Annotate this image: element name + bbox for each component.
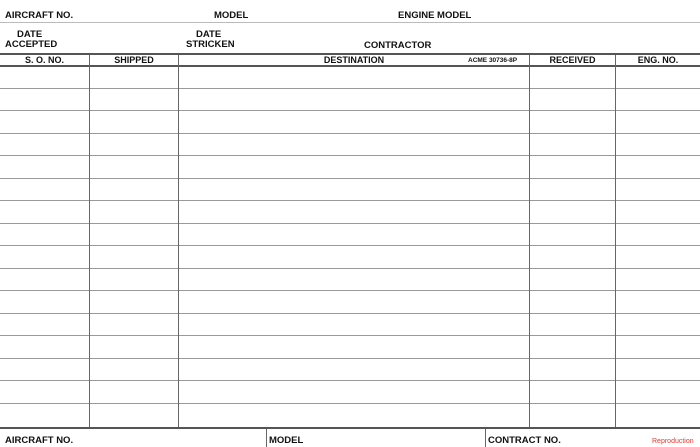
model-label: MODEL <box>214 10 249 21</box>
received-cell[interactable] <box>530 134 615 156</box>
shipped-cell[interactable] <box>90 179 178 201</box>
received-cell[interactable] <box>530 179 615 201</box>
form-code: ACME 30736-8P <box>468 57 518 64</box>
received-cell[interactable] <box>530 269 615 291</box>
shipped-cell[interactable] <box>90 224 178 246</box>
so-no-cell[interactable] <box>0 269 89 291</box>
destination-cell[interactable] <box>179 111 529 133</box>
so-no-cell[interactable] <box>0 246 89 268</box>
eng-no-cell[interactable] <box>616 89 700 111</box>
shipped-cell[interactable] <box>90 201 178 223</box>
shipped-cell[interactable] <box>90 381 178 403</box>
table-row <box>0 404 700 427</box>
column-header-so-no: S. O. NO. <box>24 55 64 65</box>
so-no-cell[interactable] <box>0 336 89 358</box>
footer-divider <box>485 429 486 447</box>
eng-no-cell[interactable] <box>616 291 700 313</box>
date-stricken-label-line2: STRICKEN <box>186 39 235 50</box>
table-row <box>0 314 700 337</box>
destination-cell[interactable] <box>179 314 529 336</box>
shipped-cell[interactable] <box>90 404 178 427</box>
so-no-cell[interactable] <box>0 89 89 111</box>
table-row <box>0 156 700 179</box>
so-no-cell[interactable] <box>0 224 89 246</box>
received-cell[interactable] <box>530 66 615 88</box>
shipped-cell[interactable] <box>90 66 178 88</box>
eng-no-cell[interactable] <box>616 134 700 156</box>
date-accepted-label-line2: ACCEPTED <box>5 39 58 50</box>
received-cell[interactable] <box>530 156 615 178</box>
table-row <box>0 134 700 157</box>
destination-cell[interactable] <box>179 246 529 268</box>
destination-cell[interactable] <box>179 89 529 111</box>
shipped-cell[interactable] <box>90 111 178 133</box>
received-cell[interactable] <box>530 246 615 268</box>
column-header-eng-no: ENG. NO. <box>637 55 679 65</box>
table-row <box>0 224 700 247</box>
eng-no-cell[interactable] <box>616 224 700 246</box>
footer-divider <box>266 429 267 447</box>
destination-cell[interactable] <box>179 201 529 223</box>
so-no-cell[interactable] <box>0 66 89 88</box>
so-no-cell[interactable] <box>0 404 89 427</box>
destination-cell[interactable] <box>179 179 529 201</box>
shipped-cell[interactable] <box>90 246 178 268</box>
column-divider <box>615 55 616 428</box>
shipped-cell[interactable] <box>90 336 178 358</box>
column-divider <box>89 55 90 428</box>
aircraft-no-label: AIRCRAFT NO. <box>5 10 74 21</box>
eng-no-cell[interactable] <box>616 201 700 223</box>
received-cell[interactable] <box>530 224 615 246</box>
so-no-cell[interactable] <box>0 359 89 381</box>
eng-no-cell[interactable] <box>616 336 700 358</box>
so-no-cell[interactable] <box>0 156 89 178</box>
reproduction-mark: Reproduction <box>652 438 694 445</box>
eng-no-cell[interactable] <box>616 404 700 427</box>
so-no-cell[interactable] <box>0 111 89 133</box>
column-header-shipped: SHIPPED <box>114 55 154 65</box>
contractor-label: CONTRACTOR <box>364 40 432 51</box>
received-cell[interactable] <box>530 314 615 336</box>
eng-no-cell[interactable] <box>616 269 700 291</box>
column-divider <box>529 55 530 428</box>
eng-no-cell[interactable] <box>616 156 700 178</box>
destination-cell[interactable] <box>179 381 529 403</box>
column-header-received: RECEIVED <box>549 55 596 65</box>
eng-no-cell[interactable] <box>616 359 700 381</box>
table-row <box>0 336 700 359</box>
footer-aircraft-no-label: AIRCRAFT NO. <box>5 435 74 446</box>
destination-cell[interactable] <box>179 404 529 427</box>
eng-no-cell[interactable] <box>616 66 700 88</box>
received-cell[interactable] <box>530 336 615 358</box>
eng-no-cell[interactable] <box>616 246 700 268</box>
so-no-cell[interactable] <box>0 134 89 156</box>
header-divider <box>0 22 700 23</box>
table-row <box>0 66 700 89</box>
destination-cell[interactable] <box>179 336 529 358</box>
shipped-cell[interactable] <box>90 89 178 111</box>
shipped-cell[interactable] <box>90 134 178 156</box>
footer-contract-no-label: CONTRACT NO. <box>488 435 561 446</box>
received-cell[interactable] <box>530 381 615 403</box>
column-divider <box>178 55 179 428</box>
eng-no-cell[interactable] <box>616 381 700 403</box>
received-cell[interactable] <box>530 291 615 313</box>
destination-cell[interactable] <box>179 269 529 291</box>
shipped-cell[interactable] <box>90 269 178 291</box>
destination-cell[interactable] <box>179 156 529 178</box>
eng-no-cell[interactable] <box>616 111 700 133</box>
table-row <box>0 89 700 112</box>
table-bottom-border <box>0 427 700 429</box>
eng-no-cell[interactable] <box>616 179 700 201</box>
table-row <box>0 201 700 224</box>
table-row <box>0 381 700 404</box>
so-no-cell[interactable] <box>0 201 89 223</box>
shipped-cell[interactable] <box>90 314 178 336</box>
shipped-cell[interactable] <box>90 156 178 178</box>
table-row <box>0 291 700 314</box>
so-no-cell[interactable] <box>0 314 89 336</box>
date-accepted-label-line1: DATE <box>17 29 43 40</box>
received-cell[interactable] <box>530 89 615 111</box>
column-header-destination: DESTINATION <box>323 55 385 65</box>
table-row <box>0 246 700 269</box>
destination-cell[interactable] <box>179 291 529 313</box>
received-cell[interactable] <box>530 201 615 223</box>
shipped-cell[interactable] <box>90 359 178 381</box>
table-row <box>0 111 700 134</box>
table-row <box>0 179 700 202</box>
table-row <box>0 269 700 292</box>
received-cell[interactable] <box>530 404 615 427</box>
shipped-cell[interactable] <box>90 291 178 313</box>
eng-no-cell[interactable] <box>616 314 700 336</box>
received-cell[interactable] <box>530 111 615 133</box>
destination-cell[interactable] <box>179 224 529 246</box>
so-no-cell[interactable] <box>0 291 89 313</box>
date-stricken-label-line1: DATE <box>196 29 222 40</box>
engine-model-label: ENGINE MODEL <box>398 10 472 21</box>
footer-model-label: MODEL <box>269 435 304 446</box>
received-cell[interactable] <box>530 359 615 381</box>
table-row <box>0 359 700 382</box>
so-no-cell[interactable] <box>0 179 89 201</box>
destination-cell[interactable] <box>179 359 529 381</box>
so-no-cell[interactable] <box>0 381 89 403</box>
destination-cell[interactable] <box>179 66 529 88</box>
destination-cell[interactable] <box>179 134 529 156</box>
